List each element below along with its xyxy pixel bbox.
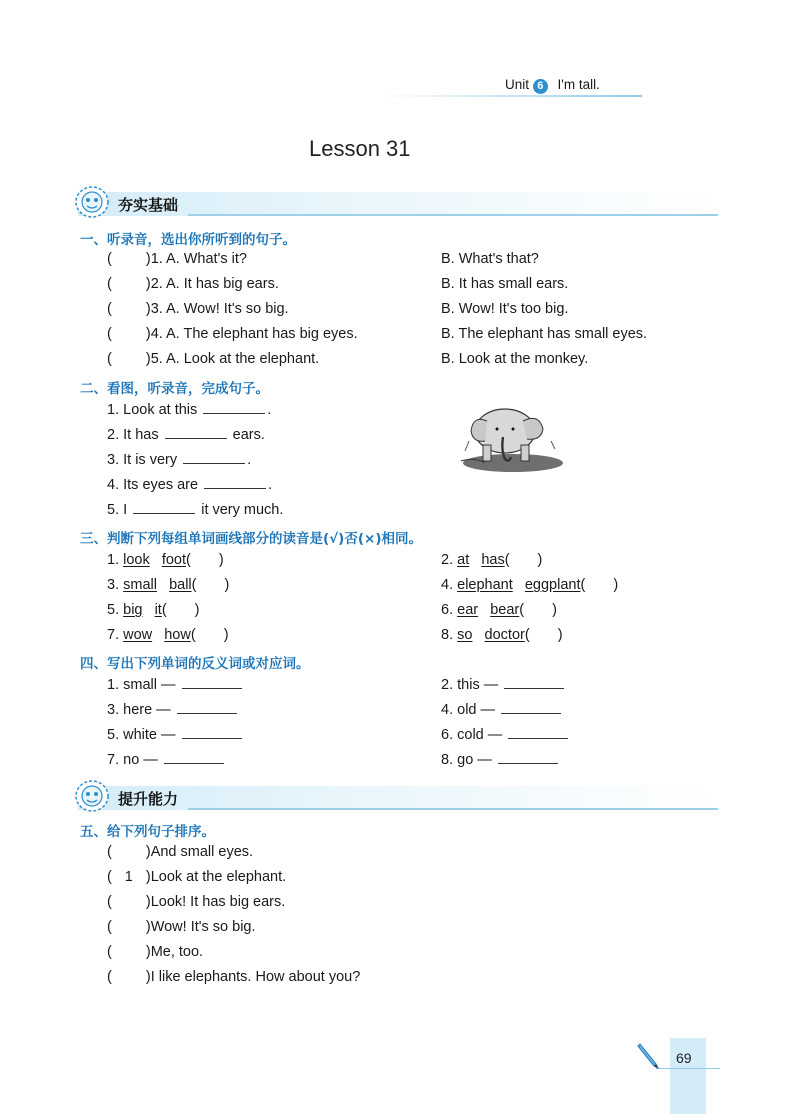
- part2-item: [107, 502, 283, 518]
- page-header: [380, 74, 642, 98]
- lesson-title: Lesson 31: [309, 136, 411, 161]
- part5-item: ( )Look! It has big ears.: [107, 894, 286, 910]
- item-number: 4.: [441, 577, 454, 593]
- sentence: I like elephants. How about you?: [150, 969, 361, 985]
- item-number: 2.: [441, 677, 454, 693]
- option-a: A. What's it?: [166, 251, 247, 267]
- part1-item: ( )4. A. The elephant has big eyes.: [107, 326, 358, 342]
- word-1: elephant: [457, 577, 513, 593]
- word-2: doctor: [484, 627, 525, 643]
- part1-item: ( )1. A. What's it?: [107, 251, 247, 267]
- part2-item: [107, 477, 272, 493]
- sentence-start: I: [123, 502, 128, 518]
- item-number: 1.: [107, 552, 120, 568]
- item-number: 4.: [441, 702, 454, 718]
- word-1: ear: [457, 602, 479, 618]
- word-1: wow: [123, 627, 153, 643]
- item-number: 3.: [150, 301, 163, 317]
- section-title-advanced: 提升能力: [118, 790, 179, 808]
- part4-item: [107, 752, 226, 768]
- word-2: bear: [490, 602, 520, 618]
- word-2: ball: [169, 577, 192, 593]
- item-number: 2.: [107, 427, 120, 443]
- header-underline: [380, 95, 642, 97]
- pencil-icon: [636, 1040, 662, 1070]
- answer-blank[interactable]: [164, 753, 224, 764]
- answer-blank[interactable]: [177, 703, 237, 714]
- part5-item: ( )Me, too.: [107, 944, 204, 960]
- globe-mascot-icon: [72, 778, 112, 814]
- section-bar-underline: [188, 214, 718, 216]
- item-number: 6.: [441, 727, 454, 743]
- part1-item: ( )2. A. It has big ears.: [107, 276, 279, 292]
- word-prompt: small —: [123, 677, 176, 693]
- part2-heading: 二、看图，听录音，完成句子。: [80, 381, 269, 397]
- item-number: 1.: [150, 251, 163, 267]
- section-bar-underline: [188, 808, 718, 810]
- sentence: Look at the elephant.: [150, 869, 287, 885]
- sentence: Me, too.: [150, 944, 204, 960]
- word-prompt: white —: [123, 727, 176, 743]
- part3-item: 5. big it( ): [107, 602, 200, 618]
- section-bar-basic: [78, 192, 718, 216]
- answer-blank[interactable]: [182, 728, 242, 739]
- word-prompt: here —: [123, 702, 171, 718]
- item-number: 5.: [107, 502, 120, 518]
- item-number: 2.: [150, 276, 163, 292]
- answer-blank[interactable]: [133, 503, 195, 514]
- header-text: [505, 77, 600, 94]
- option-a: A. It has big ears.: [166, 276, 279, 292]
- part3-item: 8. so doctor( ): [441, 627, 563, 643]
- sentence-start: It has: [123, 427, 159, 443]
- section-title-basic: 夯实基础: [118, 196, 179, 214]
- part5-item: ( 1 )Look at the elephant.: [107, 869, 287, 885]
- page-number: 69: [676, 1050, 692, 1066]
- word-2: it: [154, 602, 162, 618]
- unit-number-badge: 6: [533, 79, 548, 94]
- part4-heading: 四、写出下列单词的反义词或对应词。: [80, 656, 310, 672]
- word-prompt: no —: [123, 752, 158, 768]
- answer-blank[interactable]: [183, 453, 245, 464]
- item-number: 7.: [107, 627, 120, 643]
- word-2: foot: [161, 552, 187, 568]
- option-a: A. Look at the elephant.: [166, 351, 320, 367]
- answer-blank[interactable]: [498, 753, 558, 764]
- part4-item: [441, 702, 563, 718]
- part3-item: 4. elephant eggplant( ): [441, 577, 619, 593]
- answer-paren[interactable]: 1: [124, 869, 133, 885]
- part1-heading: 一、听录音，选出你所听到的句子。: [80, 232, 296, 248]
- part1-item: ( )5. A. Look at the elephant.: [107, 351, 320, 367]
- sentence-end: .: [267, 402, 272, 418]
- part4-item: [441, 727, 570, 743]
- word-1: look: [123, 552, 150, 568]
- part3-heading: 三、判断下列每组单词画线部分的读音是(√)否(×)相同。: [80, 531, 422, 547]
- part3-item: 7. wow how( ): [107, 627, 229, 643]
- word-prompt: this —: [457, 677, 499, 693]
- item-number: 2.: [441, 552, 454, 568]
- word-1: so: [457, 627, 473, 643]
- part2-item: [107, 452, 251, 468]
- part5-item: ( )I like elephants. How about you?: [107, 969, 361, 985]
- part1-option-b: B. Wow! It's too big.: [441, 301, 569, 317]
- part4-item: [441, 752, 560, 768]
- sentence-end: .: [268, 477, 273, 493]
- word-prompt: go —: [457, 752, 492, 768]
- answer-blank[interactable]: [501, 703, 561, 714]
- item-number: 8.: [441, 752, 454, 768]
- part3-item: 2. at has( ): [441, 552, 543, 568]
- part5-item: ( )Wow! It's so big.: [107, 919, 256, 935]
- answer-blank[interactable]: [203, 403, 265, 414]
- option-a: A. The elephant has big eyes.: [166, 326, 358, 342]
- word-1: big: [123, 602, 143, 618]
- item-number: 3.: [107, 452, 120, 468]
- word-1: small: [123, 577, 157, 593]
- part5-heading: 五、给下列句子排序。: [80, 824, 215, 840]
- part4-item: [441, 677, 566, 693]
- item-number: 5.: [107, 727, 120, 743]
- item-number: 5.: [107, 602, 120, 618]
- part3-item: 1. look foot( ): [107, 552, 224, 568]
- answer-blank[interactable]: [182, 678, 242, 689]
- section-bar-advanced: [78, 786, 718, 810]
- item-number: 7.: [107, 752, 120, 768]
- part2-item: [107, 427, 265, 443]
- sentence-end: .: [247, 452, 252, 468]
- item-number: 3.: [107, 702, 120, 718]
- part4-item: [107, 702, 239, 718]
- item-number: 8.: [441, 627, 454, 643]
- part4-item: [107, 727, 244, 743]
- part1-option-b: B. Look at the monkey.: [441, 351, 589, 367]
- option-a: A. Wow! It's so big.: [166, 301, 289, 317]
- elephant-illustration: [455, 401, 563, 473]
- item-number: 1.: [107, 402, 120, 418]
- word-2: eggplant: [524, 577, 581, 593]
- part3-item: 6. ear bear( ): [441, 602, 557, 618]
- sentence: Wow! It's so big.: [150, 919, 256, 935]
- sentence: Look! It has big ears.: [150, 894, 286, 910]
- part1-option-b: B. What's that?: [441, 251, 539, 267]
- answer-blank[interactable]: [165, 428, 227, 439]
- sentence-start: Look at this: [123, 402, 198, 418]
- item-number: 1.: [107, 677, 120, 693]
- footer-line: [656, 1068, 720, 1069]
- part1-option-b: B. The elephant has small eyes.: [441, 326, 648, 342]
- item-number: 4.: [107, 477, 120, 493]
- sentence: And small eyes.: [150, 844, 254, 860]
- sentence-start: It is very: [123, 452, 178, 468]
- item-number: 4.: [150, 326, 163, 342]
- unit-title: I'm tall.: [557, 77, 600, 92]
- word-1: at: [457, 552, 470, 568]
- unit-label: Unit: [505, 77, 530, 92]
- sentence-start: Its eyes are: [123, 477, 199, 493]
- answer-blank[interactable]: [204, 478, 266, 489]
- answer-blank[interactable]: [508, 728, 568, 739]
- word-prompt: cold —: [457, 727, 503, 743]
- part4-item: [107, 677, 244, 693]
- part2-item: [107, 402, 271, 418]
- globe-mascot-icon: [72, 184, 112, 220]
- page-footer: [636, 1038, 720, 1114]
- sentence-end: it very much.: [201, 502, 284, 518]
- sentence-end: ears.: [232, 427, 265, 443]
- part3-item: 3. small ball( ): [107, 577, 230, 593]
- word-prompt: old —: [457, 702, 496, 718]
- item-number: 6.: [441, 602, 454, 618]
- item-number: 5.: [150, 351, 163, 367]
- word-2: how: [164, 627, 191, 643]
- word-2: has: [481, 552, 505, 568]
- part5-item: ( )And small eyes.: [107, 844, 254, 860]
- item-number: 3.: [107, 577, 120, 593]
- part1-option-b: B. It has small ears.: [441, 276, 569, 292]
- answer-blank[interactable]: [504, 678, 564, 689]
- part1-item: ( )3. A. Wow! It's so big.: [107, 301, 289, 317]
